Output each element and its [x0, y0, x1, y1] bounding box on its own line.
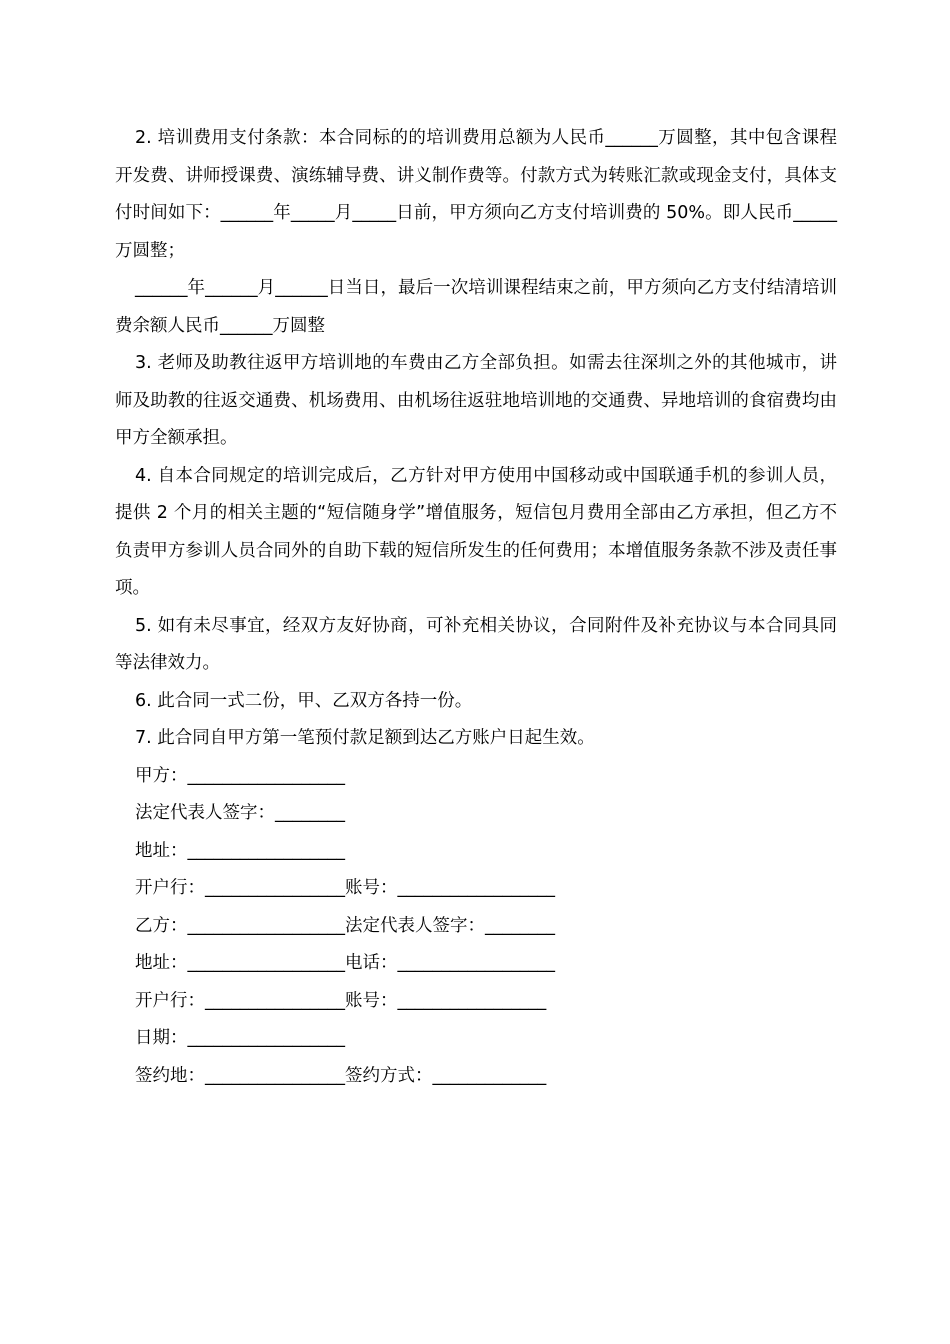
clause-supplementary: 5. 如有未尽事宜，经双方友好协商，可补充相关协议，合同附件及补充协议与本合同具同等法律效力。: [115, 615, 837, 673]
signature-party-a: 甲方：__________________: [135, 765, 345, 786]
clause-final-payment: ______年______月______日当日，最后一次培训课程结束之前，甲方须向乙方支付结清培训费余额人民币______万圆整: [115, 278, 837, 336]
clause-payment-terms: 2. 培训费用支付条款：本合同标的的培训费用总额为人民币______万圆整，其中包含课程开发费、讲师授课费、演练辅导费、讲义制作费等。付款方式为转账汇款或现金支付，具体支付时间如下：______年_____月_____日前，甲方须向乙方支付培训费的 50%。即人民币_____万圆整；: [115, 128, 837, 261]
signature-date: 日期：__________________: [135, 1028, 345, 1048]
clause-sms-service: 4. 自本合同规定的培训完成后，乙方针对甲方使用中国移动或中国联通手机的参训人员，提供 2 个月的相关主题的“短信随身学”增值服务，短信包月费用全部由乙方承担，但乙方不负责甲方参训人员合同外的自助下载的短信所发生的任何费用；本增值服务条款不涉及责任事项。: [115, 465, 837, 598]
clause-effective-date: 7. 此合同自甲方第一笔预付款足额到达乙方账户日起生效。: [135, 728, 595, 748]
contract-body: [115, 120, 837, 1095]
signature-address-phone-b: 地址：__________________电话：__________________: [135, 953, 555, 973]
signature-legal-rep-a: 法定代表人签字：________: [135, 803, 345, 823]
signature-party-b: 乙方：__________________法定代表人签字：________: [135, 915, 555, 936]
clause-copies: 6. 此合同一式二份，甲、乙双方各持一份。: [135, 690, 473, 711]
clause-travel-costs: 3. 老师及助教往返甲方培训地的车费由乙方全部负担。如需去往深圳之外的其他城市，讲师及助教的往返交通费、机场费用、由机场往返驻地培训地的交通费、异地培训的食宿费均由甲方全额承担。: [115, 353, 837, 448]
signature-place-method: 签约地：________________签约方式：_____________: [135, 1065, 547, 1086]
signature-address-a: 地址：__________________: [135, 840, 345, 861]
signature-bank-account-b: 开户行：________________账号：_________________: [135, 990, 547, 1011]
signature-bank-account-a: 开户行：________________账号：__________________: [135, 878, 555, 898]
